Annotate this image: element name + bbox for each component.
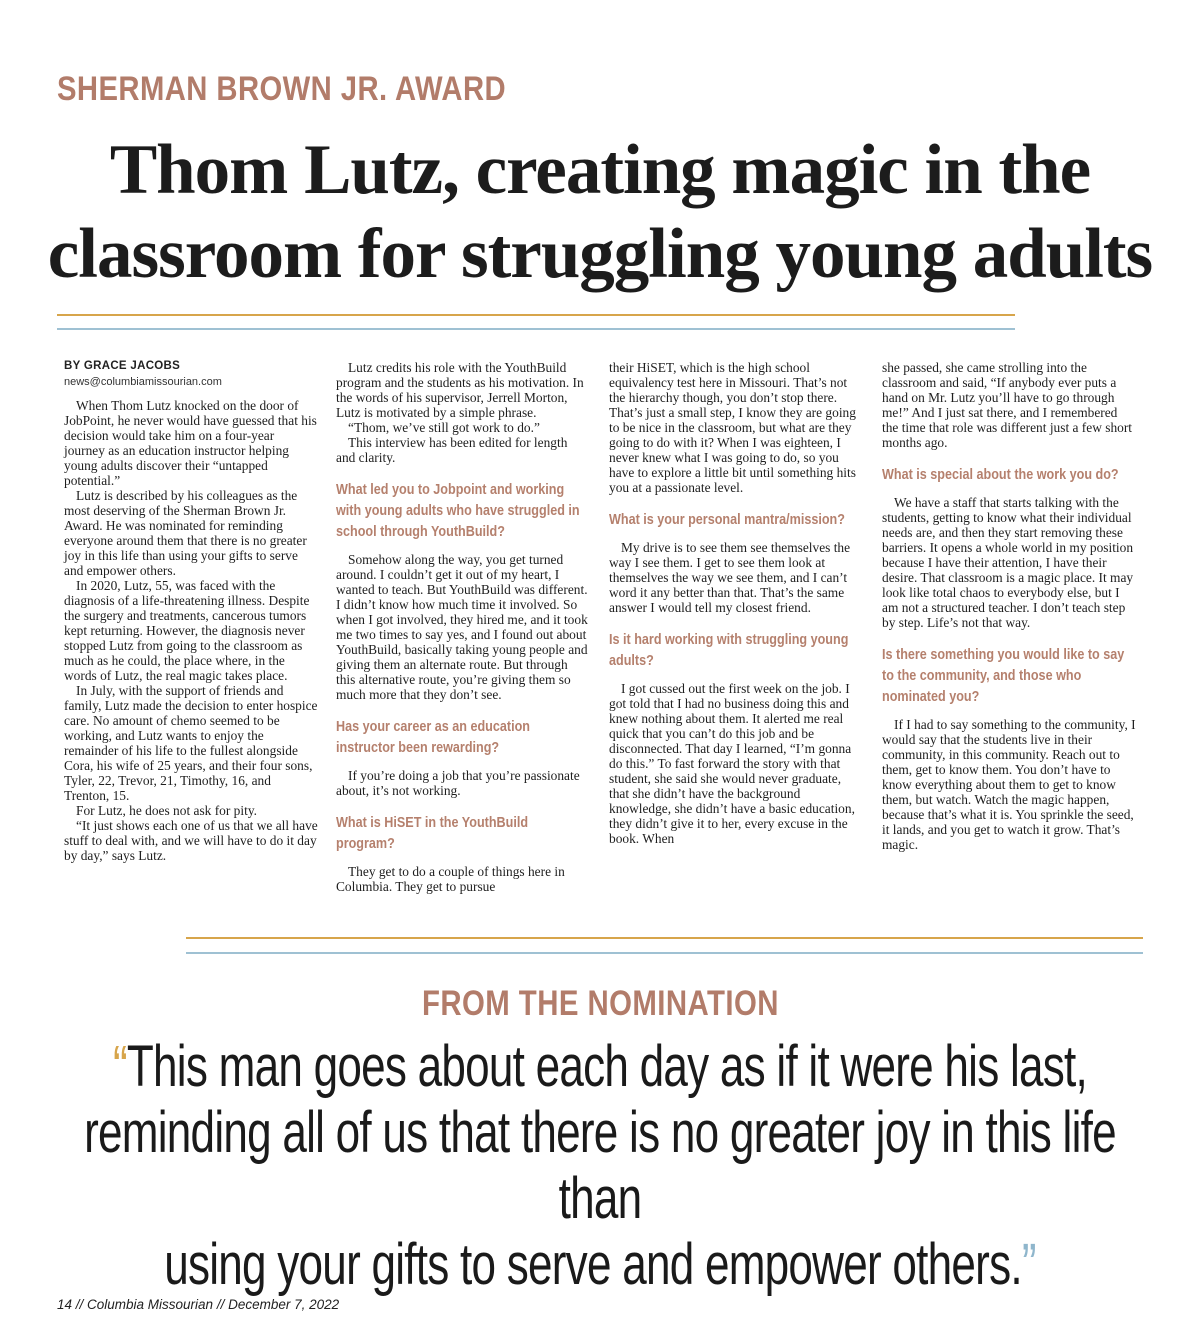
pull-quote: [0, 1034, 1200, 1298]
nomination-label-text: FROM THE NOMINATION: [421, 984, 779, 1023]
interview-answer: My drive is to see them see themselves the way I see them. I get to see them look at themselves the way we see them, and I can’t word it any better than that. That’s the same answer I would tell my closest friend.: [609, 540, 851, 615]
paragraph: “Thom, we’ve still got work to do.”: [348, 420, 540, 435]
quote-line-2: reminding all of us that there is no greater joy in this life than: [84, 1100, 1116, 1231]
top-rule-blue: [57, 328, 1015, 330]
headline: [0, 128, 1200, 296]
open-quote-mark: “: [112, 1034, 127, 1099]
article-column-2: [336, 360, 590, 894]
interview-answer: They get to do a couple of things here in Columbia. They get to pursue: [336, 864, 565, 894]
interview-question: What led you to Jobpoint and working with young adults who have struggled in school through YouthBuild?: [336, 481, 580, 540]
interview-question: Is it hard working with struggling young adults?: [609, 631, 849, 669]
interview-answer: she passed, she came strolling into the classroom and said, “If anybody ever puts a hand on Mr. Lutz you’ll have to go through me!” And I just sat there, and I remembered the time that role was different just a few short months ago.: [882, 360, 1133, 450]
close-quote-mark: ”: [1021, 1232, 1036, 1297]
interview-question: What is your personal mantra/mission?: [609, 511, 845, 528]
paragraph: In 2020, Lutz, 55, was faced with the diagnosis of a life-threatening illness. Despite the surgery and treatments, cancerous tumors kept returning. However, the diagnosis never stopped Lutz from going to the classroom as much as he could, the place where, in the words of Lutz, the real magic takes place.: [64, 578, 310, 683]
interview-question: What is HiSET in the YouthBuild program?: [336, 814, 529, 852]
paragraph: This interview has been edited for length and clarity.: [336, 435, 568, 465]
headline-line-1: Thom Lutz, creating magic in the: [109, 131, 1091, 209]
interview-question: Is there something you would like to say to the community, and those who nominated you?: [882, 646, 1125, 705]
interview-answer: If I had to say something to the community, I would say that the students live in their community, in this community. Reach out to them, get to know them. You don’t have to know everything about them to get to know them, but watch. Watch the magic happen, because that’s what it is. You sprinkle the seed, it lands, and you get to watch it grow. That’s magic.: [882, 717, 1136, 852]
nomination-label: [0, 984, 1200, 1024]
byline: BY GRACE JACOBS: [64, 360, 181, 372]
article-column-1: [64, 398, 318, 863]
page-footer: 14 // Columbia Missourian // December 7, 2022: [57, 1297, 340, 1312]
interview-answer: their HiSET, which is the high school equivalency test here in Missouri. That’s not the hierarchy though, you don’t stop there. That’s just a small step, I know they are going to be nice in the classroom, but what are they going to do with it? When I was eighteen, I never knew what I was going to do, so you have to explore a little bit until something hits you at a passionate level.: [609, 360, 856, 495]
paragraph: Lutz is described by his colleagues as the most deserving of the Sherman Brown Jr. Award. He was nominated for reminding everyone around them that there is no greater joy in this life than using your gifts to serve and empower others.: [64, 488, 307, 578]
pull-quote-text: [68, 1034, 1132, 1298]
quote-line-3: using your gifts to serve and empower others.: [164, 1232, 1022, 1297]
top-rule-gold: [57, 314, 1015, 316]
paragraph: For Lutz, he does not ask for pity.: [76, 803, 257, 818]
interview-answer: We have a staff that starts talking with the students, getting to know what their individual needs are, and then they start removing these barriers. It opens a whole world in my position because I have their attention, I have their desire. That classroom is a magic place. It may look like total chaos to everybody else, but I am not a structured teacher. I don’t teach step by step. Life’s not that way.: [882, 495, 1134, 630]
paragraph: “It just shows each one of us that we all have stuff to deal with, and we will have to do it day by day,” says Lutz.: [64, 818, 318, 863]
paragraph: In July, with the support of friends and family, Lutz made the decision to enter hospice care. No amount of chemo seemed to be working, and Lutz wants to enjoy the remainder of his life to the fullest alongside Cora, his wife of 25 years, and their four sons, Tyler, 22, Trevor, 21, Timothy, 16, and Trenton, 15.: [64, 683, 318, 803]
article-column-3: [609, 360, 863, 846]
section-kicker: SHERMAN BROWN JR. AWARD: [57, 70, 507, 108]
interview-answer: I got cussed out the first week on the job. I got told that I had no business doing this and knew nothing about them. It alerted me real quick that you can’t do this job and be disconnected. That day I learned, “I’m gonna do this.” To fast forward the story with that student, she said she would never graduate, that she didn’t have the background knowledge, she didn’t have a basic education, they didn’t give it to her, every excuse in the book. When: [609, 681, 855, 846]
bottom-rule-gold: [186, 937, 1143, 939]
interview-answer: Somehow along the way, you get turned around. I couldn’t get it out of my heart, I wanted to teach. But YouthBuild was different. I didn’t know how much time it involved. So when I got involved, they hired me, and it took me two times to say yes, and I found out about YouthBuild, basically taking young people and giving them an alternate route. But through this alternative route, you’re giving them so much more that they don’t see.: [336, 552, 588, 702]
quote-line-1: This man goes about each day as if it were his last,: [126, 1034, 1088, 1099]
bottom-rule-blue: [186, 952, 1143, 954]
article-column-4: [882, 360, 1136, 852]
interview-question: What is special about the work you do?: [882, 466, 1119, 483]
interview-question: Has your career as an education instructor been rewarding?: [336, 718, 530, 756]
headline-line-2: classroom for struggling young adults: [47, 215, 1153, 293]
paragraph: When Thom Lutz knocked on the door of JobPoint, he never would have guessed that his decision would take him on a four-year journey as an education instructor helping young adults discover their “untapped potential.”: [64, 398, 317, 488]
interview-answer: If you’re doing a job that you’re passionate about, it’s not working.: [336, 768, 580, 798]
author-email: news@columbiamissourian.com: [64, 376, 222, 388]
paragraph: Lutz credits his role with the YouthBuild program and the students as his motivation. In the words of his supervisor, Jerrell Morton, Lutz is motivated by a simple phrase.: [336, 360, 584, 420]
